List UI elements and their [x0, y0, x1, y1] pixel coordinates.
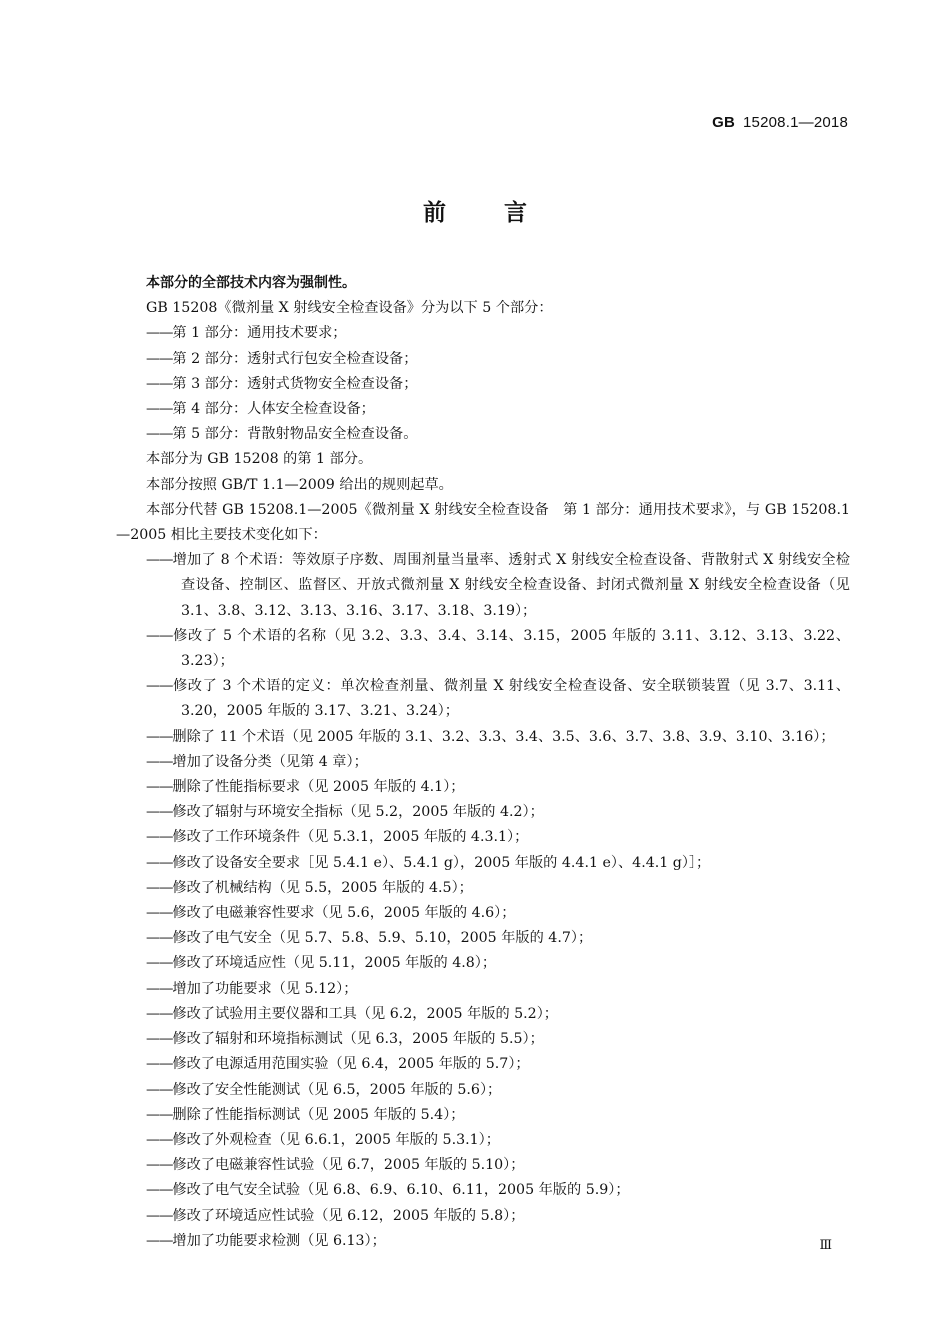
list-item: ——修改了电磁兼容性试验（见 6.7，2005 年版的 5.10）；: [146, 1157, 525, 1174]
list-item: ——修改了电源适用范围实验（见 6.4，2005 年版的 5.7）；: [146, 1056, 530, 1073]
list-item: ——修改了设备安全要求［见 5.4.1 e）、5.4.1 g），2005 年版的 4.4.1 e）、4.4.1 g）］；: [146, 854, 711, 871]
list-item: ——删除了性能指标要求（见 2005 年版的 4.1）；: [146, 779, 465, 796]
mandatory-statement: 本部分的全部技术内容为强制性。: [146, 275, 356, 291]
paragraph: 本部分按照 GB/T 1.1—2009 给出的规则起草。: [146, 476, 453, 493]
list-item: ——修改了 5 个术语的名称（见 3.2、3.3、3.4、3.14、3.15，2005 年版的 3.11、3.12、3.13、3.22、3.23）；: [146, 627, 850, 670]
list-item: ——修改了环境适应性试验（见 6.12，2005 年版的 5.8）；: [146, 1207, 525, 1224]
list-item: ——第 5 部分：背散射物品安全检查设备。: [146, 426, 418, 443]
list-item: ——第 2 部分：透射式行包安全检查设备；: [146, 350, 418, 367]
list-item: ——第 4 部分：人体安全检查设备；: [146, 401, 375, 418]
list-item: ——删除了 11 个术语（见 2005 年版的 3.1、3.2、3.3、3.4、3.5、3.6、3.7、3.8、3.9、3.10、3.16）；: [146, 728, 835, 745]
list-item: ——第 3 部分：透射式货物安全检查设备；: [146, 375, 418, 392]
list-item: ——增加了功能要求检测（见 6.13）；: [146, 1232, 386, 1249]
document-body: [116, 271, 850, 1254]
list-item: ——修改了外观检查（见 6.6.1，2005 年版的 5.3.1）；: [146, 1131, 500, 1148]
list-item: ——修改了试验用主要仪器和工具（见 6.2，2005 年版的 5.2）；: [146, 1005, 558, 1022]
list-item: ——修改了辐射和环境指标测试（见 6.3，2005 年版的 5.5）；: [146, 1031, 544, 1048]
list-item: ——修改了工作环境条件（见 5.3.1，2005 年版的 4.3.1）；: [146, 829, 529, 846]
series-intro: GB 15208《微剂量 X 射线安全检查设备》分为以下 5 个部分：: [146, 300, 553, 317]
standard-code: [712, 114, 848, 131]
list-item: ——修改了电磁兼容性要求（见 5.6，2005 年版的 4.6）；: [146, 905, 516, 922]
list-item: ——修改了机械结构（见 5.5，2005 年版的 4.5）；: [146, 879, 473, 896]
paragraph: 本部分代替 GB 15208.1—2005《微剂量 X 射线安全检查设备 第 1 部分：通用技术要求》，与 GB 15208.1—2005 相比主要技术变化如下：: [116, 501, 850, 544]
standard-prefix: GB: [712, 114, 735, 131]
list-item: ——第 1 部分：通用技术要求；: [146, 325, 347, 342]
list-item: ——修改了 3 个术语的定义：单次检查剂量、微剂量 X 射线安全检查设备、安全联锁装置（见 3.7、3.11、3.20，2005 年版的 3.17、3.21、3.24）；: [146, 678, 850, 720]
list-item: ——删除了性能指标测试（见 2005 年版的 5.4）；: [146, 1106, 465, 1123]
list-item: ——增加了 8 个术语：等效原子序数、周围剂量当量率、透射式 X 射线安全检查设备、背散射式 X 射线安全检查设备、控制区、监督区、开放式微剂量 X 射线安全检查设备、封闭式微剂量 X 射线安全检查设备（见 3.1、3.8、3.12、3.13、3.16、3.17、3.18、3.19）；: [146, 552, 850, 619]
list-item: ——修改了安全性能测试（见 6.5，2005 年版的 5.6）；: [146, 1081, 502, 1098]
list-item: ——修改了环境适应性（见 5.11，2005 年版的 4.8）；: [146, 955, 497, 972]
page-title: 前言: [423, 200, 585, 226]
list-item: ——修改了辐射与环境安全指标（见 5.2，2005 年版的 4.2）；: [146, 804, 544, 821]
list-item: ——修改了电气安全（见 5.7、5.8、5.9、5.10，2005 年版的 4.7）；: [146, 930, 593, 947]
standard-number: 15208.1—2018: [743, 114, 848, 131]
list-item: ——修改了电气安全试验（见 6.8、6.9、6.10、6.11，2005 年版的 5.9）；: [146, 1182, 630, 1199]
parts-list: [116, 321, 850, 447]
paragraph: 本部分为 GB 15208 的第 1 部分。: [146, 451, 373, 468]
changes-list: [116, 548, 850, 1254]
list-item: ——增加了功能要求（见 5.12）；: [146, 980, 358, 997]
page-number: Ⅲ: [819, 1238, 832, 1253]
list-item: ——增加了设备分类（见第 4 章）；: [146, 753, 368, 770]
